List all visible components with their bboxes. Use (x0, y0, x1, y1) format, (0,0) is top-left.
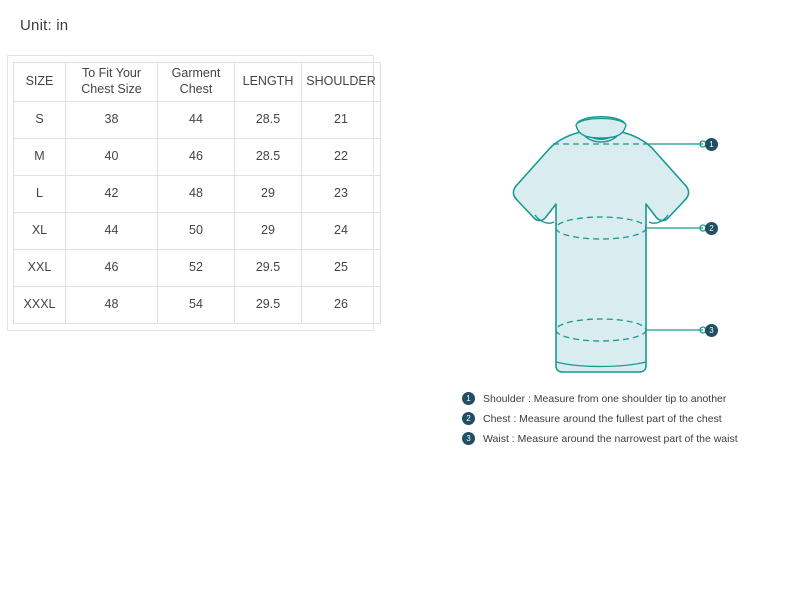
tshirt-illustration (440, 100, 740, 410)
cell-shoulder: 25 (302, 250, 381, 287)
cell-shoulder: 24 (302, 213, 381, 250)
callout-badge-shoulder: 1 (705, 138, 718, 151)
legend-badge-shoulder: 1 (462, 392, 475, 405)
cell-length: 28.5 (235, 139, 302, 176)
cell-length: 28.5 (235, 102, 302, 139)
cell-fit-chest: 42 (66, 176, 158, 213)
cell-garment-chest: 52 (158, 250, 235, 287)
cell-size: L (14, 176, 66, 213)
column-header-shoulder: SHOULDER (302, 63, 381, 102)
cell-fit-chest: 48 (66, 287, 158, 324)
legend-item-chest (462, 412, 762, 425)
legend-item-waist (462, 432, 762, 445)
cell-shoulder: 21 (302, 102, 381, 139)
table-row (14, 176, 381, 213)
legend-badge-waist: 3 (462, 432, 475, 445)
cell-size: S (14, 102, 66, 139)
cell-length: 29 (235, 176, 302, 213)
column-header-size: SIZE (14, 63, 66, 102)
cell-size: XL (14, 213, 66, 250)
cell-garment-chest: 44 (158, 102, 235, 139)
table-row (14, 287, 381, 324)
cell-size: M (14, 139, 66, 176)
cell-length: 29.5 (235, 287, 302, 324)
table-row (14, 250, 381, 287)
cell-size: XXXL (14, 287, 66, 324)
cell-shoulder: 22 (302, 139, 381, 176)
column-header-garment-chest: Garment Chest (158, 63, 235, 102)
table-row (14, 102, 381, 139)
cell-garment-chest: 48 (158, 176, 235, 213)
legend-text-chest: Chest : Measure around the fullest part of the chest (483, 412, 722, 425)
tshirt-diagram-icon (440, 100, 740, 410)
legend-item-shoulder (462, 392, 762, 405)
legend-text-shoulder: Shoulder : Measure from one shoulder tip to another (483, 392, 727, 405)
cell-fit-chest: 40 (66, 139, 158, 176)
cell-length: 29 (235, 213, 302, 250)
callout-badge-chest: 2 (705, 222, 718, 235)
cell-size: XXL (14, 250, 66, 287)
table-row (14, 139, 381, 176)
legend-badge-chest: 2 (462, 412, 475, 425)
measurement-legend (462, 392, 762, 452)
cell-garment-chest: 46 (158, 139, 235, 176)
cell-fit-chest: 38 (66, 102, 158, 139)
cell-shoulder: 26 (302, 287, 381, 324)
callout-badge-waist: 3 (705, 324, 718, 337)
size-chart-table (13, 62, 381, 324)
unit-label: Unit: in (20, 17, 69, 34)
table-header-row (14, 63, 381, 102)
cell-garment-chest: 54 (158, 287, 235, 324)
size-chart-container (7, 55, 374, 331)
cell-fit-chest: 46 (66, 250, 158, 287)
column-header-fit-chest: To Fit Your Chest Size (66, 63, 158, 102)
cell-fit-chest: 44 (66, 213, 158, 250)
cell-length: 29.5 (235, 250, 302, 287)
cell-garment-chest: 50 (158, 213, 235, 250)
legend-text-waist: Waist : Measure around the narrowest part of the waist (483, 432, 738, 445)
table-row (14, 213, 381, 250)
cell-shoulder: 23 (302, 176, 381, 213)
column-header-length: LENGTH (235, 63, 302, 102)
